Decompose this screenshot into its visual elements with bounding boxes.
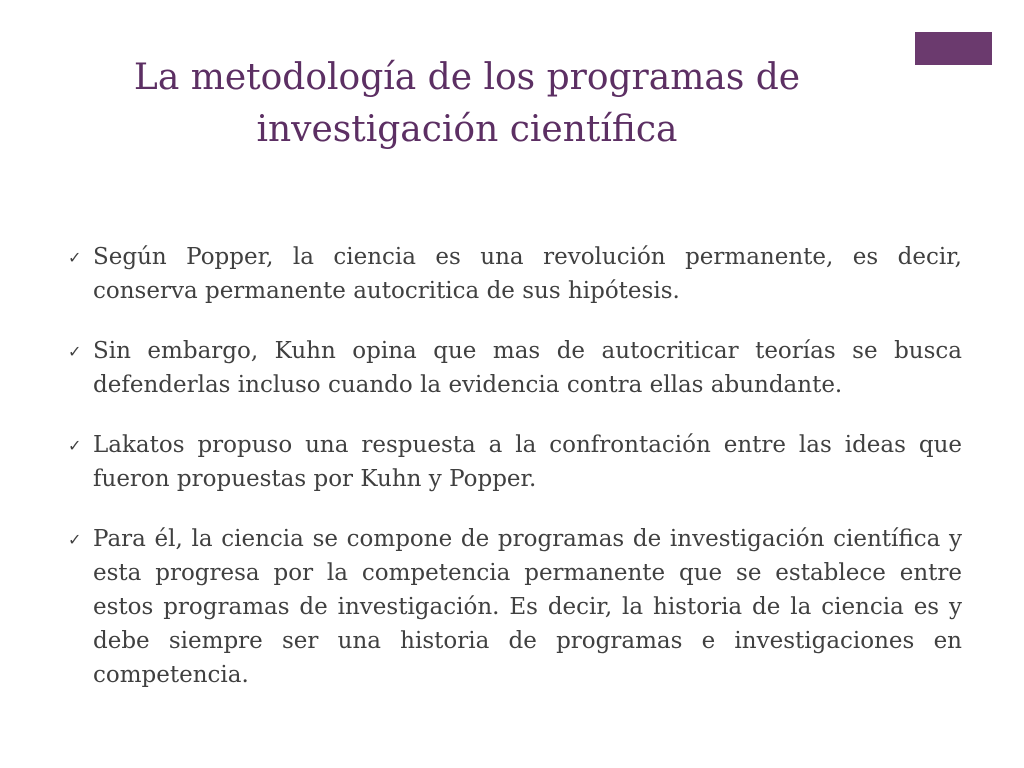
- slide-title-line-2: investigación científica: [256, 109, 678, 150]
- slide-title: [60, 52, 874, 156]
- checkmark-icon: ✓: [68, 530, 82, 549]
- bullet-item: [64, 334, 962, 402]
- checkmark-icon: ✓: [68, 342, 82, 361]
- bullet-text: Según Popper, la ciencia es una revolución permanente, es decir, conserva permanente autocritica de sus hipótesis.: [93, 244, 962, 304]
- corner-accent-block: [915, 32, 992, 65]
- bullet-text: Para él, la ciencia se compone de programas de investigación científica y esta progresa por la competencia permanente que se establece entre estos programas de investigación. Es decir, la historia de la ciencia es y debe siempre ser una historia de programas e investigaciones en competencia.: [93, 526, 962, 688]
- checkmark-icon: ✓: [68, 248, 82, 267]
- bullet-text: Sin embargo, Kuhn opina que mas de autocriticar teorías se busca defenderlas incluso cuando la evidencia contra ellas abundante.: [93, 338, 962, 398]
- slide-title-line-1: La metodología de los programas de: [133, 57, 801, 98]
- bullet-list: [64, 240, 962, 718]
- checkmark-icon: ✓: [68, 436, 82, 455]
- bullet-item: [64, 428, 962, 496]
- bullet-item: [64, 522, 962, 692]
- bullet-text: Lakatos propuso una respuesta a la confrontación entre las ideas que fueron propuestas por Kuhn y Popper.: [93, 432, 962, 492]
- bullet-item: [64, 240, 962, 308]
